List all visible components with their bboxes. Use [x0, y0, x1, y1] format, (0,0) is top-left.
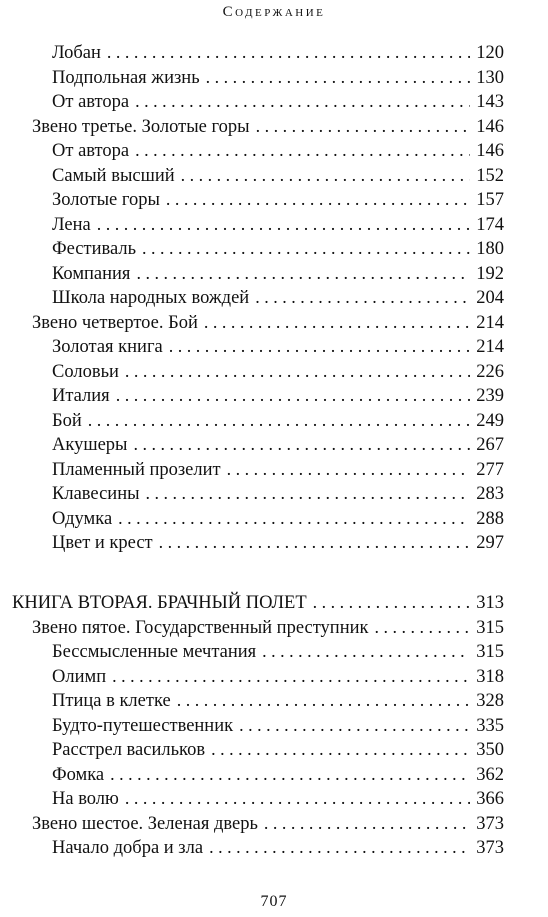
toc-entry-title: Школа народных вождей — [52, 288, 250, 308]
dot-leader — [262, 639, 470, 663]
dot-leader — [107, 40, 470, 64]
dot-leader — [135, 89, 470, 113]
toc-entry-title: Италия — [52, 386, 110, 406]
toc-entry-title: Начало добра и зла — [52, 838, 204, 858]
toc-entry-title: Акушеры — [52, 435, 128, 455]
toc-entry[interactable] — [12, 590, 504, 614]
dot-leader — [206, 65, 471, 89]
toc-entry-page: 204 — [476, 288, 504, 308]
toc-entry[interactable] — [52, 664, 504, 688]
dot-leader — [239, 713, 470, 737]
toc-entry[interactable] — [52, 163, 504, 187]
toc-entry-page: 192 — [476, 263, 504, 284]
toc-entry[interactable] — [52, 65, 504, 89]
toc-entry-title: Фомка — [52, 764, 105, 785]
dot-leader — [136, 261, 470, 285]
toc-entry[interactable] — [52, 285, 504, 309]
toc-entry[interactable] — [52, 713, 504, 737]
toc-entry[interactable] — [32, 615, 504, 639]
toc-entry[interactable] — [32, 310, 504, 334]
toc-entry-title: Лобан — [52, 43, 101, 63]
toc-entry-title: Золотая книга — [52, 337, 163, 357]
toc-entry-title: КНИГА ВТОРАЯ. БРАЧНЫЙ ПОЛЕТ — [12, 593, 307, 613]
toc-entry[interactable] — [52, 835, 504, 859]
dot-leader — [255, 285, 470, 309]
toc-entry[interactable] — [52, 457, 504, 481]
dot-leader — [135, 138, 470, 162]
toc-entry[interactable] — [52, 530, 504, 554]
toc-entry-page: 146 — [476, 116, 504, 137]
toc-entry-title: От автора — [52, 92, 130, 112]
dot-leader — [209, 835, 470, 859]
toc-entry-title: Золотые горы — [52, 190, 160, 210]
toc-entry[interactable] — [52, 481, 504, 505]
toc-entry-title: Пламенный прозелит — [52, 459, 221, 480]
dot-leader — [166, 187, 470, 211]
toc-entry-title: Цвет и крест — [52, 533, 153, 553]
toc-entry[interactable] — [32, 811, 504, 835]
toc-entry-page: 315 — [476, 617, 504, 638]
toc-entry[interactable] — [52, 261, 504, 285]
toc-entry-title: На волю — [52, 789, 119, 809]
toc-entry[interactable] — [52, 236, 504, 260]
toc-entry-page: 120 — [476, 43, 504, 63]
dot-leader — [88, 408, 470, 432]
dot-leader — [133, 432, 470, 456]
toc-entry-title: Звено третье. Золотые горы — [32, 116, 250, 137]
dot-leader — [313, 590, 471, 614]
toc-entry-title: Расстрел васильков — [52, 740, 206, 760]
toc-entry-page: 288 — [476, 508, 504, 529]
toc-entry[interactable] — [52, 786, 504, 810]
toc-entry[interactable] — [32, 114, 504, 138]
dot-leader — [204, 310, 470, 334]
dot-leader — [159, 530, 471, 554]
toc-entry-page: 318 — [476, 666, 504, 687]
toc-entry-page: 362 — [476, 764, 504, 785]
toc-entry-page: 180 — [476, 239, 504, 259]
toc-entry[interactable] — [52, 762, 504, 786]
toc-entry[interactable] — [52, 212, 504, 236]
dot-leader — [374, 615, 470, 639]
dot-leader — [97, 212, 471, 236]
toc-entry[interactable] — [52, 432, 504, 456]
dot-leader — [211, 737, 470, 761]
toc-entry-page: 143 — [476, 92, 504, 112]
toc-entry-page: 152 — [476, 165, 504, 186]
toc-entry[interactable] — [52, 334, 504, 358]
toc-entry-page: 335 — [476, 715, 504, 736]
toc-entry-page: 373 — [476, 838, 504, 858]
toc-entry[interactable] — [52, 40, 504, 64]
toc-entry[interactable] — [52, 138, 504, 162]
toc-entry-page: 267 — [476, 435, 504, 455]
dot-leader — [112, 664, 470, 688]
toc-entry[interactable] — [52, 359, 504, 383]
toc-entry-title: Компания — [52, 263, 131, 284]
toc-entry-page: 146 — [476, 141, 504, 161]
toc-entry-page: 350 — [476, 740, 504, 760]
toc-entry-page: 373 — [476, 813, 504, 834]
toc-entry[interactable] — [52, 506, 504, 530]
toc-entry-page: 174 — [476, 214, 504, 235]
toc-entry-page: 249 — [476, 410, 504, 431]
toc-entry-title: Будто-путешественник — [52, 715, 234, 736]
toc-entry-page: 157 — [476, 190, 504, 210]
toc-entry-title: Лена — [52, 214, 91, 235]
toc-entry-page: 226 — [476, 361, 504, 382]
dot-leader — [118, 506, 470, 530]
toc-entry-title: Звено пятое. Государственный преступник — [32, 617, 369, 638]
dot-leader — [146, 481, 471, 505]
dot-leader — [177, 688, 471, 712]
toc-entry-page: 214 — [476, 312, 504, 333]
toc-entry-title: Олимп — [52, 666, 107, 687]
toc-entry-title: Соловьи — [52, 361, 119, 382]
toc-entry[interactable] — [52, 187, 504, 211]
dot-leader — [227, 457, 471, 481]
dot-leader — [256, 114, 471, 138]
toc-entry-page: 313 — [476, 593, 504, 613]
toc-entry-title: Самый высший — [52, 165, 175, 186]
toc-entry-page: 328 — [476, 691, 504, 711]
toc-entry-page: 315 — [476, 642, 504, 662]
toc-entry-page: 283 — [476, 484, 504, 504]
dot-leader — [169, 334, 470, 358]
dot-leader — [264, 811, 470, 835]
toc-entry[interactable] — [52, 737, 504, 761]
toc-entry[interactable] — [52, 383, 504, 407]
toc-entry-title: От автора — [52, 141, 130, 161]
toc-entry[interactable] — [52, 408, 504, 432]
toc-entry-page: 130 — [476, 67, 504, 88]
dot-leader — [181, 163, 471, 187]
toc-entry[interactable] — [52, 688, 504, 712]
toc-entry-title: Звено четвертое. Бой — [32, 312, 198, 333]
running-header: Содержание — [222, 4, 326, 20]
toc-entry-page: 297 — [476, 533, 504, 553]
toc-entry-page: 214 — [476, 337, 504, 357]
dot-leader — [125, 359, 470, 383]
page-number: 707 — [260, 893, 288, 910]
toc-entry-title: Одумка — [52, 508, 113, 529]
toc-entry[interactable] — [52, 639, 504, 663]
dot-leader — [116, 383, 471, 407]
toc-entry-title: Подпольная жизнь — [52, 67, 200, 88]
toc-entry-title: Фестиваль — [52, 239, 137, 259]
dot-leader — [142, 236, 470, 260]
toc-entry-title: Звено шестое. Зеленая дверь — [32, 813, 258, 834]
toc-entry-page: 366 — [476, 789, 504, 809]
toc-entry-page: 239 — [476, 386, 504, 406]
toc-entry-title: Бой — [52, 410, 82, 431]
dot-leader — [110, 762, 470, 786]
dot-leader — [125, 786, 470, 810]
toc-entry-title: Птица в клетке — [52, 691, 171, 711]
toc-entry-title: Бессмысленные мечтания — [52, 642, 257, 662]
toc-entry-page: 277 — [476, 459, 504, 480]
toc-entry-title: Клавесины — [52, 484, 140, 504]
toc-entry[interactable] — [52, 89, 504, 113]
